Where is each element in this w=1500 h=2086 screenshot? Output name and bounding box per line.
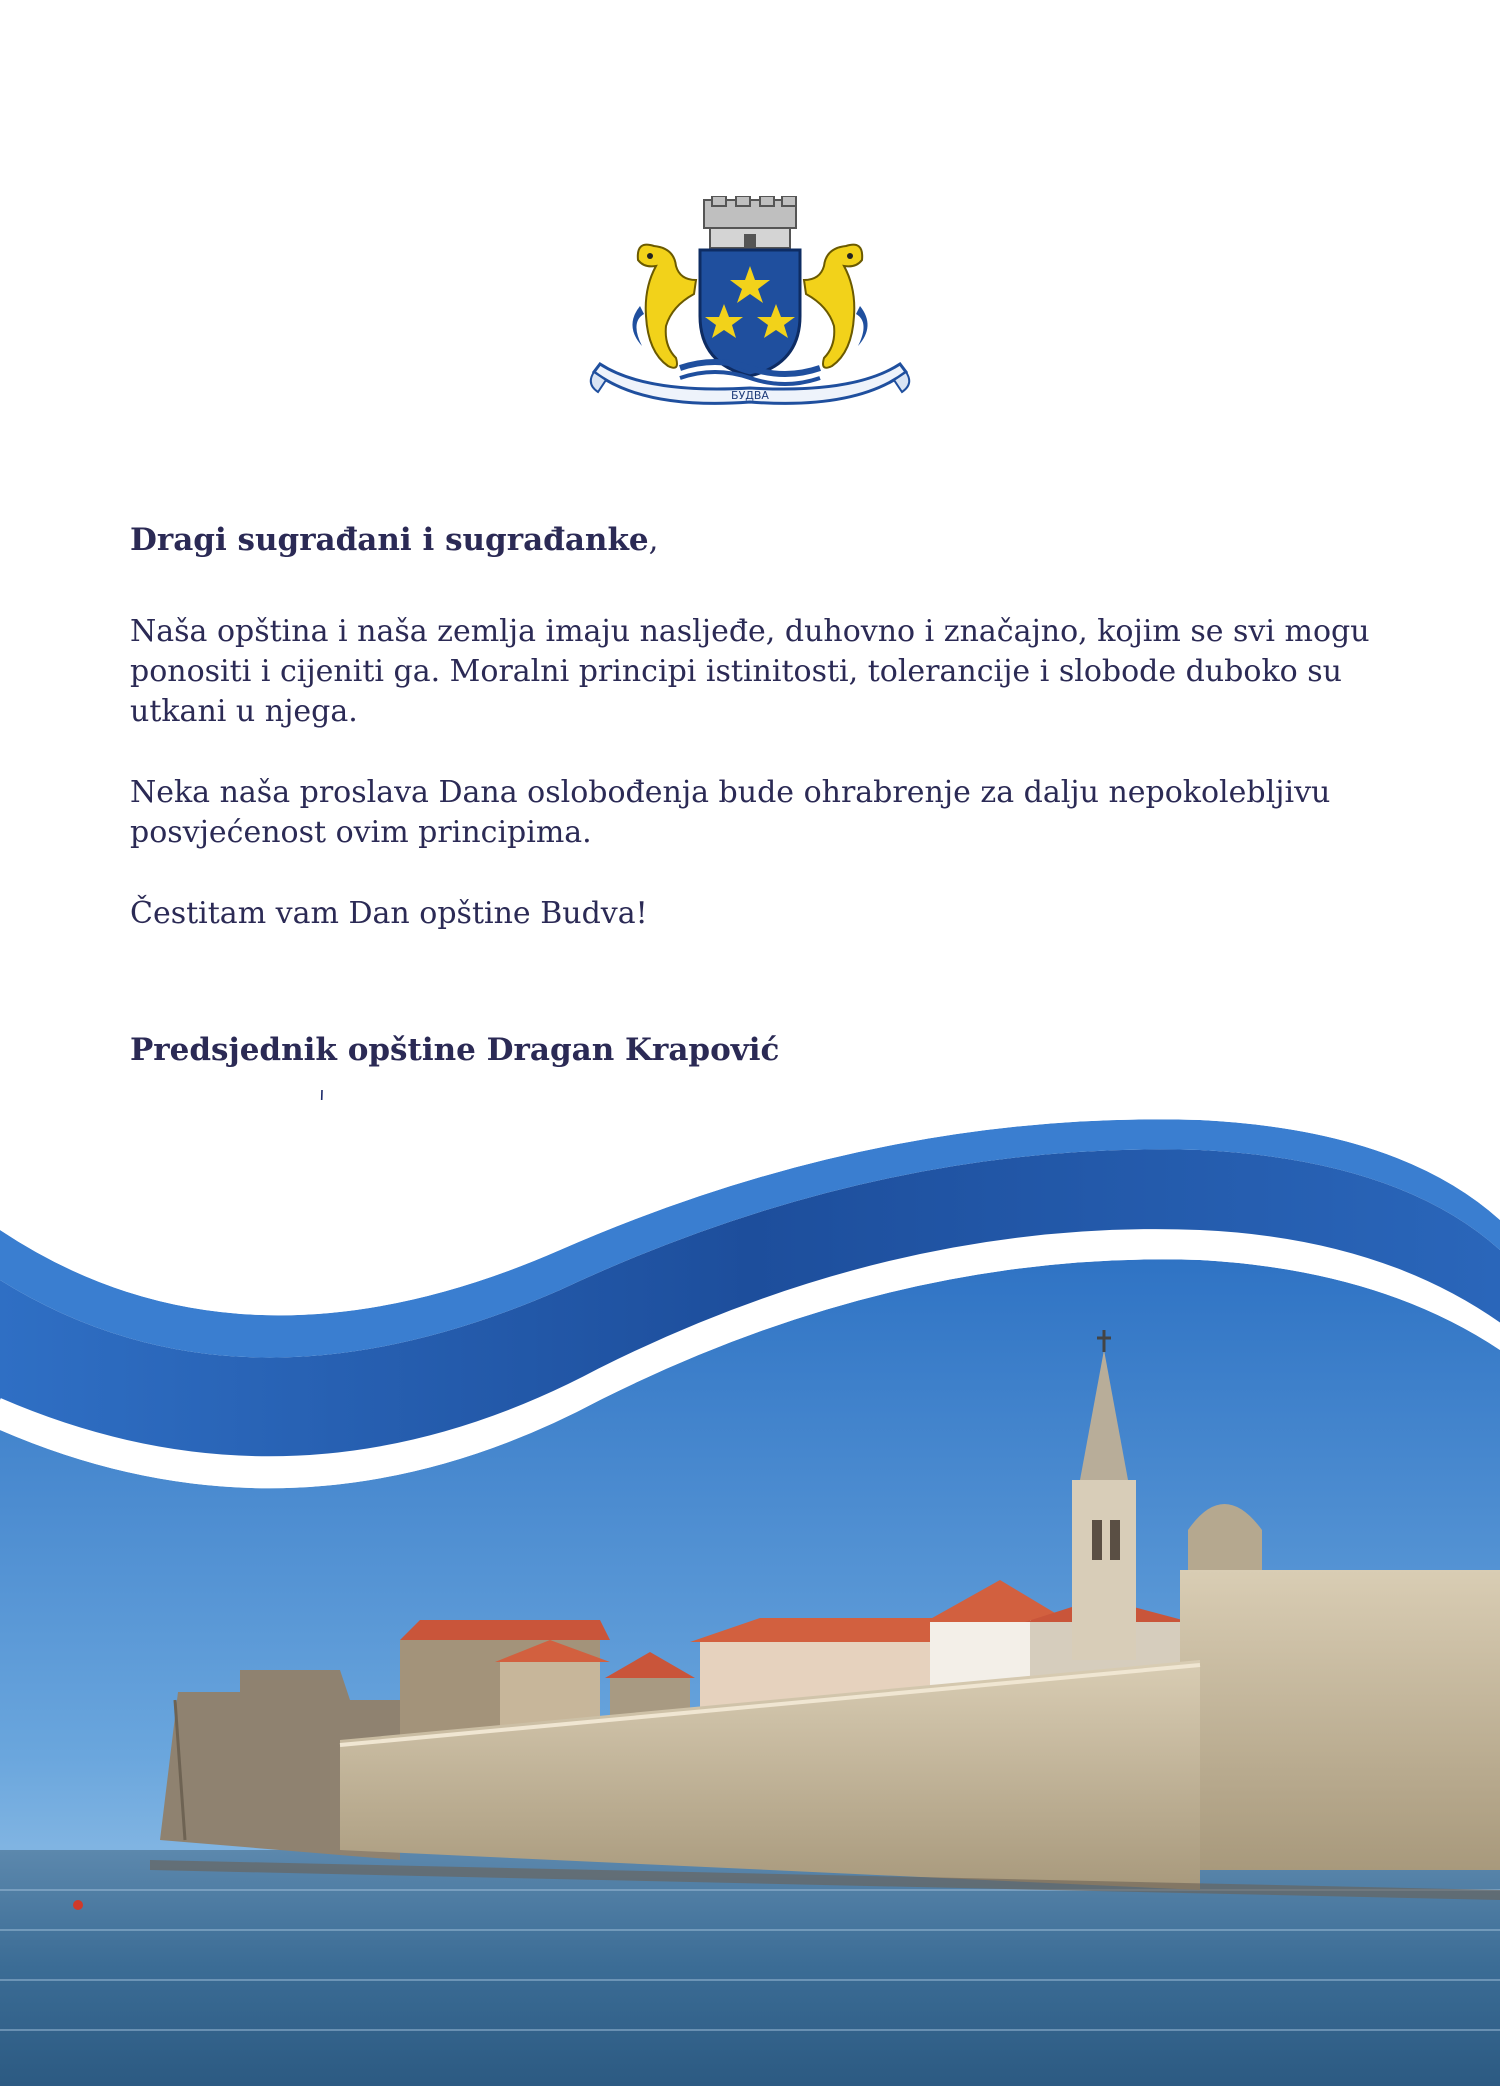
buoy (73, 1900, 83, 1910)
greeting: Dragi sugrađani i sugrađanke, (130, 522, 659, 558)
budva-coat-of-arms (584, 196, 916, 414)
budva-old-town-illustration (0, 1100, 1500, 2086)
right-seahorse-icon (804, 245, 868, 368)
letter-body (130, 520, 1390, 1070)
signatory-name: Predsjednik opštine Dragan Krapović (130, 1032, 780, 1068)
tower-crown-icon (704, 196, 796, 248)
paragraph-celebration: Neka naša proslava Dana oslobođenja bude ohrabrenje za dalju nepokolebljivu posvjećenost ovim principima. (130, 775, 1331, 850)
paragraph-heritage: Naša opština i naša zemlja imaju nasljeđe, duhovno i značajno, kojim se svi mogu ponositi i cijeniti ga. Moralni principi istinitosti, tolerancije i slobode duboko su utkani u njega. (130, 614, 1370, 729)
left-seahorse-icon (632, 245, 696, 368)
paragraph-congratulations: Čestitam vam Dan opštine Budva! (130, 896, 648, 931)
crest-motto: БУДВА (731, 389, 769, 402)
